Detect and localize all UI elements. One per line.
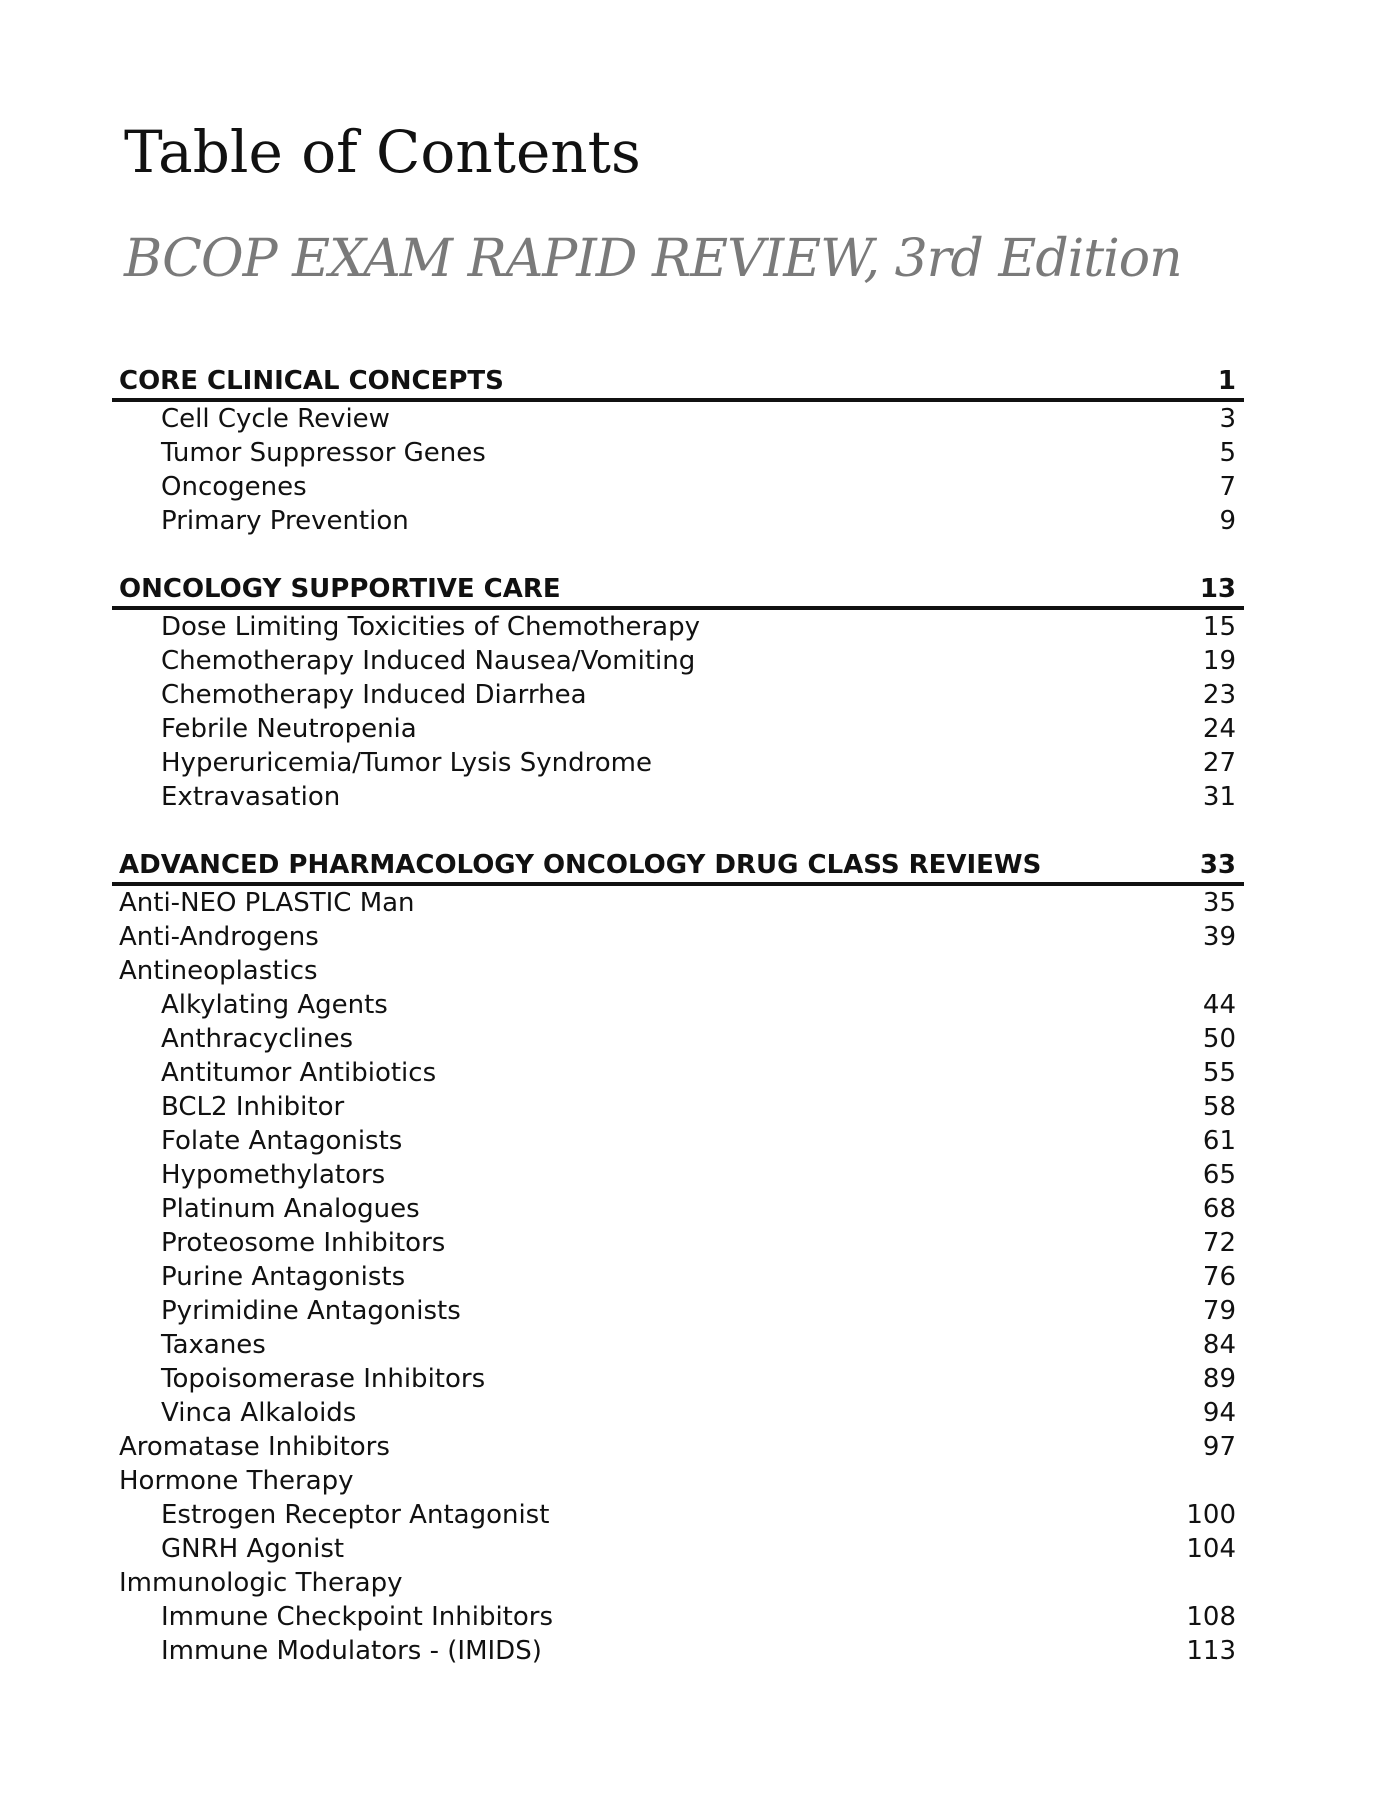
toc-entry-page-number: 84 — [1202, 1330, 1236, 1360]
toc-entry-label: Folate Antagonists — [161, 1126, 403, 1156]
toc-entry-label: Anti-NEO PLASTIC Man — [119, 888, 415, 918]
page-title: Table of Contents — [124, 118, 641, 186]
toc-entry[interactable] — [112, 504, 1244, 538]
toc-entry-label: Vinca Alkaloids — [161, 1398, 357, 1428]
toc-entry-label: Alkylating Agents — [161, 990, 388, 1020]
toc-entry-page-number: 5 — [1219, 438, 1236, 468]
toc-entry-page-number: 58 — [1202, 1092, 1236, 1122]
toc-entry-page-number: 15 — [1202, 612, 1236, 642]
table-of-contents — [112, 364, 1244, 1702]
section-heading-row[interactable] — [112, 572, 1244, 610]
toc-entry-page-number: 9 — [1219, 506, 1236, 536]
toc-entry-page-number: 31 — [1202, 782, 1236, 812]
toc-entry-label: Taxanes — [161, 1330, 266, 1360]
toc-entry[interactable] — [112, 1362, 1244, 1396]
toc-entry[interactable] — [112, 780, 1244, 814]
toc-entry[interactable] — [112, 920, 1244, 954]
toc-entry[interactable] — [112, 988, 1244, 1022]
toc-entry-label: Dose Limiting Toxicities of Chemotherapy — [161, 612, 700, 642]
toc-entry-page-number: 79 — [1202, 1296, 1236, 1326]
section-heading: CORE CLINICAL CONCEPTS — [119, 366, 504, 396]
toc-entry-label: Cell Cycle Review — [161, 404, 390, 434]
toc-entry[interactable] — [112, 1328, 1244, 1362]
toc-entry-label: Antitumor Antibiotics — [161, 1058, 437, 1088]
toc-entry[interactable] — [112, 1056, 1244, 1090]
toc-entry-label: Chemotherapy Induced Nausea/Vomiting — [161, 646, 696, 676]
toc-section — [112, 848, 1244, 1668]
toc-entry-label: Purine Antagonists — [161, 1262, 406, 1292]
toc-entry-page-number: 27 — [1202, 748, 1236, 778]
toc-entry-label: Tumor Suppressor Genes — [161, 438, 486, 468]
section-heading: ONCOLOGY SUPPORTIVE CARE — [119, 574, 561, 604]
toc-entry[interactable] — [112, 470, 1244, 504]
toc-entry-label: Oncogenes — [161, 472, 307, 502]
toc-entry-page-number: 100 — [1186, 1500, 1236, 1530]
toc-entry[interactable] — [112, 1634, 1244, 1668]
toc-entry-page-number: 72 — [1202, 1228, 1236, 1258]
toc-entry-label: Immune Checkpoint Inhibitors — [161, 1602, 554, 1632]
toc-entry[interactable] — [112, 1566, 1244, 1600]
toc-entry-label: Immune Modulators - (IMIDS) — [161, 1636, 542, 1666]
toc-entry[interactable] — [112, 1192, 1244, 1226]
toc-entry-label: Febrile Neutropenia — [161, 714, 417, 744]
toc-entry-label: Estrogen Receptor Antagonist — [161, 1500, 550, 1530]
toc-entry[interactable] — [112, 1396, 1244, 1430]
toc-entry[interactable] — [112, 610, 1244, 644]
toc-entry[interactable] — [112, 436, 1244, 470]
toc-entry[interactable] — [112, 1430, 1244, 1464]
toc-entry-page-number: 61 — [1202, 1126, 1236, 1156]
toc-entry[interactable] — [112, 746, 1244, 780]
toc-entry-page-number: 68 — [1202, 1194, 1236, 1224]
toc-section — [112, 572, 1244, 814]
toc-entry[interactable] — [112, 644, 1244, 678]
section-heading-row[interactable] — [112, 848, 1244, 886]
toc-entry-label: Extravasation — [161, 782, 341, 812]
toc-entry-label: Anti-Androgens — [119, 922, 319, 952]
toc-entry[interactable] — [112, 954, 1244, 988]
toc-entry-page-number: 65 — [1202, 1160, 1236, 1190]
toc-entry-label: Aromatase Inhibitors — [119, 1432, 390, 1462]
toc-entry-page-number: 35 — [1202, 888, 1236, 918]
toc-entry[interactable] — [112, 1124, 1244, 1158]
toc-section — [112, 364, 1244, 538]
toc-entry-page-number: 108 — [1186, 1602, 1236, 1632]
book-subtitle: BCOP EXAM RAPID REVIEW, 3rd Edition — [124, 229, 1182, 289]
toc-entry-label: Chemotherapy Induced Diarrhea — [161, 680, 587, 710]
toc-entry-page-number: 113 — [1186, 1636, 1236, 1666]
toc-entry-label: Hypomethylators — [161, 1160, 386, 1190]
toc-entry[interactable] — [112, 402, 1244, 436]
toc-entry-page-number: 76 — [1202, 1262, 1236, 1292]
section-heading-row[interactable] — [112, 364, 1244, 402]
toc-entry-label: Proteosome Inhibitors — [161, 1228, 446, 1258]
toc-entry[interactable] — [112, 1532, 1244, 1566]
toc-entry-page-number: 44 — [1202, 990, 1236, 1020]
toc-entry-label: Pyrimidine Antagonists — [161, 1296, 461, 1326]
section-heading: ADVANCED PHARMACOLOGY ONCOLOGY DRUG CLASS REVIEWS — [119, 850, 1042, 880]
toc-entry-page-number: 55 — [1202, 1058, 1236, 1088]
toc-entry-page-number: 3 — [1219, 404, 1236, 434]
section-page-number: 13 — [1199, 574, 1236, 604]
toc-entry-label: Platinum Analogues — [161, 1194, 420, 1224]
toc-entry-label: Topoisomerase Inhibitors — [161, 1364, 486, 1394]
toc-entry-label: Hormone Therapy — [119, 1466, 354, 1496]
toc-entry-label: Primary Prevention — [161, 506, 409, 536]
toc-entry-page-number: 24 — [1202, 714, 1236, 744]
toc-entry-label: Antineoplastics — [119, 956, 318, 986]
toc-entry[interactable] — [112, 1294, 1244, 1328]
section-page-number: 33 — [1199, 850, 1236, 880]
toc-entry[interactable] — [112, 1158, 1244, 1192]
toc-entry-page-number: 23 — [1202, 680, 1236, 710]
toc-entry-label: Hyperuricemia/Tumor Lysis Syndrome — [161, 748, 652, 778]
toc-entry-page-number: 50 — [1202, 1024, 1236, 1054]
toc-entry-page-number: 7 — [1219, 472, 1236, 502]
toc-entry[interactable] — [112, 712, 1244, 746]
toc-entry[interactable] — [112, 1226, 1244, 1260]
toc-entry[interactable] — [112, 1090, 1244, 1124]
toc-entry-page-number: 39 — [1202, 922, 1236, 952]
toc-entry-label: Immunologic Therapy — [119, 1568, 403, 1598]
toc-entry-page-number: 97 — [1202, 1432, 1236, 1462]
section-page-number: 1 — [1217, 366, 1236, 396]
toc-entry[interactable] — [112, 678, 1244, 712]
toc-entry[interactable] — [112, 1498, 1244, 1532]
toc-entry-page-number: 94 — [1202, 1398, 1236, 1428]
toc-entry[interactable] — [112, 1600, 1244, 1634]
toc-entry-label: GNRH Agonist — [161, 1534, 345, 1564]
toc-entry-label: BCL2 Inhibitor — [161, 1092, 345, 1122]
toc-entry-label: Anthracyclines — [161, 1024, 354, 1054]
toc-entry-page-number: 19 — [1202, 646, 1236, 676]
toc-entry[interactable] — [112, 886, 1244, 920]
toc-entry-page-number: 104 — [1186, 1534, 1236, 1564]
toc-entry[interactable] — [112, 1464, 1244, 1498]
toc-entry-page-number: 89 — [1202, 1364, 1236, 1394]
toc-entry[interactable] — [112, 1260, 1244, 1294]
toc-entry[interactable] — [112, 1022, 1244, 1056]
